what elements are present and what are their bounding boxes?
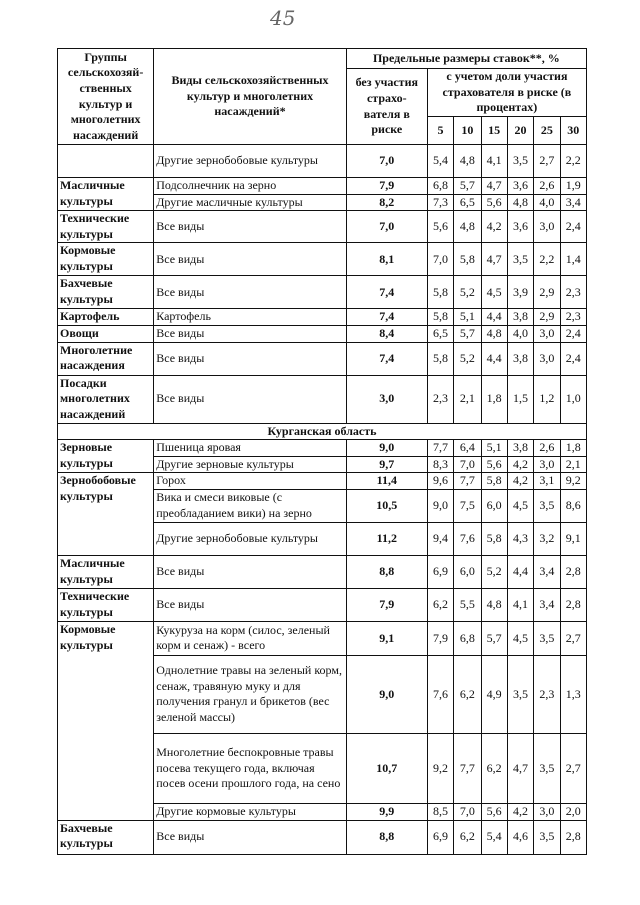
rate-cell: 3,8 <box>507 342 533 375</box>
group-cell: Технические культуры <box>58 588 154 621</box>
rate-cell: 7,0 <box>427 243 453 276</box>
rate-cell: 2,8 <box>560 555 586 588</box>
table-row <box>58 375 587 423</box>
table-row <box>58 440 587 457</box>
rate-cell: 4,2 <box>481 211 507 243</box>
rate-cell: 8,6 <box>560 489 586 522</box>
table-row <box>58 276 587 309</box>
crop-cell: Все виды <box>154 820 347 854</box>
rate-cell: 2,4 <box>560 211 586 243</box>
rate-cell: 4,9 <box>481 655 507 733</box>
table-row <box>58 243 587 276</box>
rate-cell: 6,5 <box>427 325 453 342</box>
crop-cell: Все виды <box>154 243 347 276</box>
rate-cell: 9,1 <box>560 522 586 555</box>
rate-cell: 5,7 <box>454 178 481 195</box>
crop-cell: Однолетние травы на зеленый корм, сенаж, травяную муку и для получения гранул и брикетов (вес зеленой массы) <box>154 655 347 733</box>
group-cell: Кормовые культуры <box>58 243 154 276</box>
rate-cell: 3,6 <box>507 211 533 243</box>
rate-cell: 6,2 <box>454 655 481 733</box>
rate-cell: 3,9 <box>507 276 533 309</box>
base-rate-cell: 8,2 <box>346 194 427 211</box>
rate-cell: 2,1 <box>560 456 586 473</box>
rate-cell: 3,8 <box>507 309 533 326</box>
rate-cell: 6,9 <box>427 555 453 588</box>
base-rate-cell: 9,7 <box>346 456 427 473</box>
rate-cell: 3,0 <box>534 211 560 243</box>
rate-cell: 1,2 <box>534 375 560 423</box>
table-row <box>58 178 587 195</box>
rate-cell: 5,8 <box>454 243 481 276</box>
rate-cell: 4,3 <box>507 522 533 555</box>
crop-cell: Другие масличные культуры <box>154 194 347 211</box>
rate-cell: 6,8 <box>427 178 453 195</box>
group-cell: Посадки многолетних насаждений <box>58 375 154 423</box>
rate-cell: 2,2 <box>560 145 586 178</box>
base-rate-cell: 10,5 <box>346 489 427 522</box>
rate-cell: 4,8 <box>481 325 507 342</box>
rate-cell: 7,0 <box>454 456 481 473</box>
base-rate-cell: 10,7 <box>346 733 427 803</box>
base-rate-cell: 8,8 <box>346 820 427 854</box>
base-rate-cell: 7,4 <box>346 276 427 309</box>
rate-cell: 6,5 <box>454 194 481 211</box>
crop-cell: Другие зерновые культуры <box>154 456 347 473</box>
header-limits: Предельные размеры ставок**, % <box>346 49 586 69</box>
base-rate-cell: 8,4 <box>346 325 427 342</box>
group-cell: Многолетние насаждения <box>58 342 154 375</box>
rate-cell: 3,2 <box>534 522 560 555</box>
base-rate-cell: 11,4 <box>346 473 427 490</box>
crop-cell: Все виды <box>154 555 347 588</box>
rate-cell: 2,3 <box>560 309 586 326</box>
rate-cell: 3,0 <box>534 342 560 375</box>
rate-cell: 2,4 <box>560 325 586 342</box>
rate-cell: 4,0 <box>534 194 560 211</box>
header-share: 5 <box>427 117 453 145</box>
table-row <box>58 555 587 588</box>
rate-cell: 2,6 <box>534 178 560 195</box>
header-without: без участия страхо-вателя в риске <box>346 69 427 145</box>
group-cell: Технические культуры <box>58 211 154 243</box>
crop-cell: Кукуруза на корм (силос, зеленый корм и сенаж) - всего <box>154 621 347 655</box>
rate-cell: 1,0 <box>560 375 586 423</box>
rate-cell: 3,0 <box>534 325 560 342</box>
rate-cell: 5,5 <box>454 588 481 621</box>
rate-cell: 4,4 <box>481 342 507 375</box>
rate-cell: 2,3 <box>534 655 560 733</box>
rate-cell: 3,5 <box>507 145 533 178</box>
rate-cell: 3,8 <box>507 440 533 457</box>
base-rate-cell: 7,4 <box>346 342 427 375</box>
rate-cell: 5,7 <box>481 621 507 655</box>
crop-cell: Другие зернобобовые культуры <box>154 145 347 178</box>
base-rate-cell: 7,9 <box>346 178 427 195</box>
base-rate-cell: 8,8 <box>346 555 427 588</box>
crop-cell: Все виды <box>154 588 347 621</box>
base-rate-cell: 3,0 <box>346 375 427 423</box>
rate-cell: 3,0 <box>534 803 560 820</box>
group-cell: Овощи <box>58 325 154 342</box>
rate-cell: 3,1 <box>534 473 560 490</box>
base-rate-cell: 9,0 <box>346 440 427 457</box>
rate-cell: 7,5 <box>454 489 481 522</box>
rate-cell: 9,0 <box>427 489 453 522</box>
crop-cell: Горох <box>154 473 347 490</box>
rate-cell: 2,7 <box>534 145 560 178</box>
rate-cell: 1,4 <box>560 243 586 276</box>
rate-cell: 4,8 <box>454 145 481 178</box>
rate-cell: 5,2 <box>454 342 481 375</box>
rate-cell: 5,2 <box>481 555 507 588</box>
crop-cell: Многолетние беспокровные травы посева текущего года, включая посев осени прошлого года, на сено <box>154 733 347 803</box>
rate-cell: 4,5 <box>507 489 533 522</box>
region-title: Курганская область <box>58 423 587 440</box>
rate-cell: 7,7 <box>454 733 481 803</box>
crop-cell: Все виды <box>154 325 347 342</box>
group-cell: Зернобобовые культуры <box>58 473 154 556</box>
rate-cell: 4,6 <box>507 820 533 854</box>
rate-cell: 2,1 <box>454 375 481 423</box>
rate-cell: 4,8 <box>507 194 533 211</box>
header-group: Группы сельскохозяй-ственных культур и многолетних насаждений <box>58 49 154 145</box>
rate-cell: 5,7 <box>454 325 481 342</box>
rate-cell: 1,3 <box>560 655 586 733</box>
rate-cell: 3,0 <box>534 456 560 473</box>
rate-cell: 4,7 <box>507 733 533 803</box>
group-cell: Зерновые культуры <box>58 440 154 473</box>
rate-cell: 4,5 <box>481 276 507 309</box>
base-rate-cell: 9,0 <box>346 655 427 733</box>
rate-cell: 7,7 <box>427 440 453 457</box>
rate-cell: 6,9 <box>427 820 453 854</box>
rate-cell: 5,8 <box>481 522 507 555</box>
group-cell <box>58 145 154 178</box>
rate-cell: 3,5 <box>534 621 560 655</box>
table-row <box>58 309 587 326</box>
crop-cell: Все виды <box>154 342 347 375</box>
base-rate-cell: 7,9 <box>346 588 427 621</box>
rate-cell: 5,4 <box>481 820 507 854</box>
rate-cell: 9,2 <box>560 473 586 490</box>
rate-cell: 6,2 <box>481 733 507 803</box>
rate-cell: 9,2 <box>427 733 453 803</box>
base-rate-cell: 7,0 <box>346 145 427 178</box>
rate-cell: 3,4 <box>534 555 560 588</box>
rate-cell: 6,2 <box>427 588 453 621</box>
rate-cell: 4,0 <box>507 325 533 342</box>
base-rate-cell: 7,0 <box>346 211 427 243</box>
rate-cell: 3,5 <box>507 655 533 733</box>
rate-cell: 6,4 <box>454 440 481 457</box>
table-row <box>58 211 587 243</box>
table-row <box>58 621 587 655</box>
rate-cell: 2,6 <box>534 440 560 457</box>
rate-cell: 2,7 <box>560 621 586 655</box>
rate-cell: 3,5 <box>534 733 560 803</box>
rate-cell: 7,0 <box>454 803 481 820</box>
table-row <box>58 820 587 854</box>
group-cell: Масличные культуры <box>58 178 154 211</box>
table-row <box>58 473 587 490</box>
group-cell: Бахчевые культуры <box>58 276 154 309</box>
rate-cell: 4,4 <box>507 555 533 588</box>
rate-cell: 1,5 <box>507 375 533 423</box>
rate-cell: 4,8 <box>454 211 481 243</box>
rate-cell: 7,6 <box>427 655 453 733</box>
header-share: 30 <box>560 117 586 145</box>
rate-cell: 4,4 <box>481 309 507 326</box>
rate-cell: 9,6 <box>427 473 453 490</box>
base-rate-cell: 11,2 <box>346 522 427 555</box>
rate-cell: 5,2 <box>454 276 481 309</box>
header-share: 10 <box>454 117 481 145</box>
rate-cell: 5,8 <box>427 309 453 326</box>
rate-cell: 5,1 <box>481 440 507 457</box>
rate-cell: 5,4 <box>427 145 453 178</box>
rate-cell: 5,6 <box>481 194 507 211</box>
rate-cell: 2,3 <box>427 375 453 423</box>
crop-cell: Другие зернобобовые культуры <box>154 522 347 555</box>
rate-cell: 5,8 <box>427 276 453 309</box>
rate-cell: 1,9 <box>560 178 586 195</box>
header-share: 25 <box>534 117 560 145</box>
rate-cell: 4,8 <box>481 588 507 621</box>
rate-cell: 2,7 <box>560 733 586 803</box>
base-rate-cell: 9,1 <box>346 621 427 655</box>
rate-cell: 8,3 <box>427 456 453 473</box>
rate-cell: 4,7 <box>481 178 507 195</box>
rate-cell: 7,6 <box>454 522 481 555</box>
page-number: 45 <box>270 6 296 30</box>
rate-cell: 4,2 <box>507 803 533 820</box>
rate-cell: 5,6 <box>481 803 507 820</box>
rate-cell: 3,6 <box>507 178 533 195</box>
header-with: с учетом доли участия страхователя в риске (в процентах) <box>427 69 586 117</box>
region-row <box>58 423 587 440</box>
crop-cell: Другие кормовые культуры <box>154 803 347 820</box>
rate-cell: 5,6 <box>481 456 507 473</box>
rate-cell: 6,0 <box>481 489 507 522</box>
rate-cell: 3,5 <box>507 243 533 276</box>
rate-cell: 4,5 <box>507 621 533 655</box>
base-rate-cell: 8,1 <box>346 243 427 276</box>
rate-cell: 7,7 <box>454 473 481 490</box>
rate-cell: 2,9 <box>534 309 560 326</box>
table-row <box>58 145 587 178</box>
rate-cell: 4,1 <box>481 145 507 178</box>
group-cell: Кормовые культуры <box>58 621 154 820</box>
rate-cell: 8,5 <box>427 803 453 820</box>
crop-cell: Картофель <box>154 309 347 326</box>
rate-cell: 5,8 <box>427 342 453 375</box>
rate-cell: 6,0 <box>454 555 481 588</box>
rate-cell: 2,4 <box>560 342 586 375</box>
base-rate-cell: 9,9 <box>346 803 427 820</box>
table-row <box>58 588 587 621</box>
rate-cell: 3,5 <box>534 489 560 522</box>
rate-cell: 2,8 <box>560 820 586 854</box>
rate-cell: 6,8 <box>454 621 481 655</box>
table-row <box>58 342 587 375</box>
crop-cell: Вика и смеси виковые (с преобладанием вики) на зерно <box>154 489 347 522</box>
rate-cell: 4,1 <box>507 588 533 621</box>
rate-cell: 1,8 <box>481 375 507 423</box>
crop-cell: Пшеница яровая <box>154 440 347 457</box>
crop-cell: Все виды <box>154 276 347 309</box>
rate-cell: 3,4 <box>560 194 586 211</box>
rate-cell: 2,3 <box>560 276 586 309</box>
header-share: 15 <box>481 117 507 145</box>
rate-cell: 4,2 <box>507 473 533 490</box>
rate-cell: 7,9 <box>427 621 453 655</box>
group-cell: Бахчевые культуры <box>58 820 154 854</box>
group-cell: Масличные культуры <box>58 555 154 588</box>
header-crop: Виды сельскохозяйственных культур и многолетних насаждений* <box>154 49 347 145</box>
table-row <box>58 325 587 342</box>
group-cell: Картофель <box>58 309 154 326</box>
rate-cell: 7,3 <box>427 194 453 211</box>
rate-cell: 9,4 <box>427 522 453 555</box>
rate-cell: 6,2 <box>454 820 481 854</box>
crop-cell: Подсолнечник на зерно <box>154 178 347 195</box>
rate-cell: 4,2 <box>507 456 533 473</box>
rate-cell: 1,8 <box>560 440 586 457</box>
crop-cell: Все виды <box>154 375 347 423</box>
rate-cell: 3,4 <box>534 588 560 621</box>
insurance-rates-table <box>57 48 587 855</box>
rate-cell: 3,5 <box>534 820 560 854</box>
rate-cell: 2,2 <box>534 243 560 276</box>
rate-cell: 2,0 <box>560 803 586 820</box>
base-rate-cell: 7,4 <box>346 309 427 326</box>
rate-cell: 5,6 <box>427 211 453 243</box>
rate-cell: 5,8 <box>481 473 507 490</box>
rate-cell: 5,1 <box>454 309 481 326</box>
rate-cell: 2,9 <box>534 276 560 309</box>
header-share: 20 <box>507 117 533 145</box>
rate-cell: 4,7 <box>481 243 507 276</box>
rate-cell: 2,8 <box>560 588 586 621</box>
crop-cell: Все виды <box>154 211 347 243</box>
